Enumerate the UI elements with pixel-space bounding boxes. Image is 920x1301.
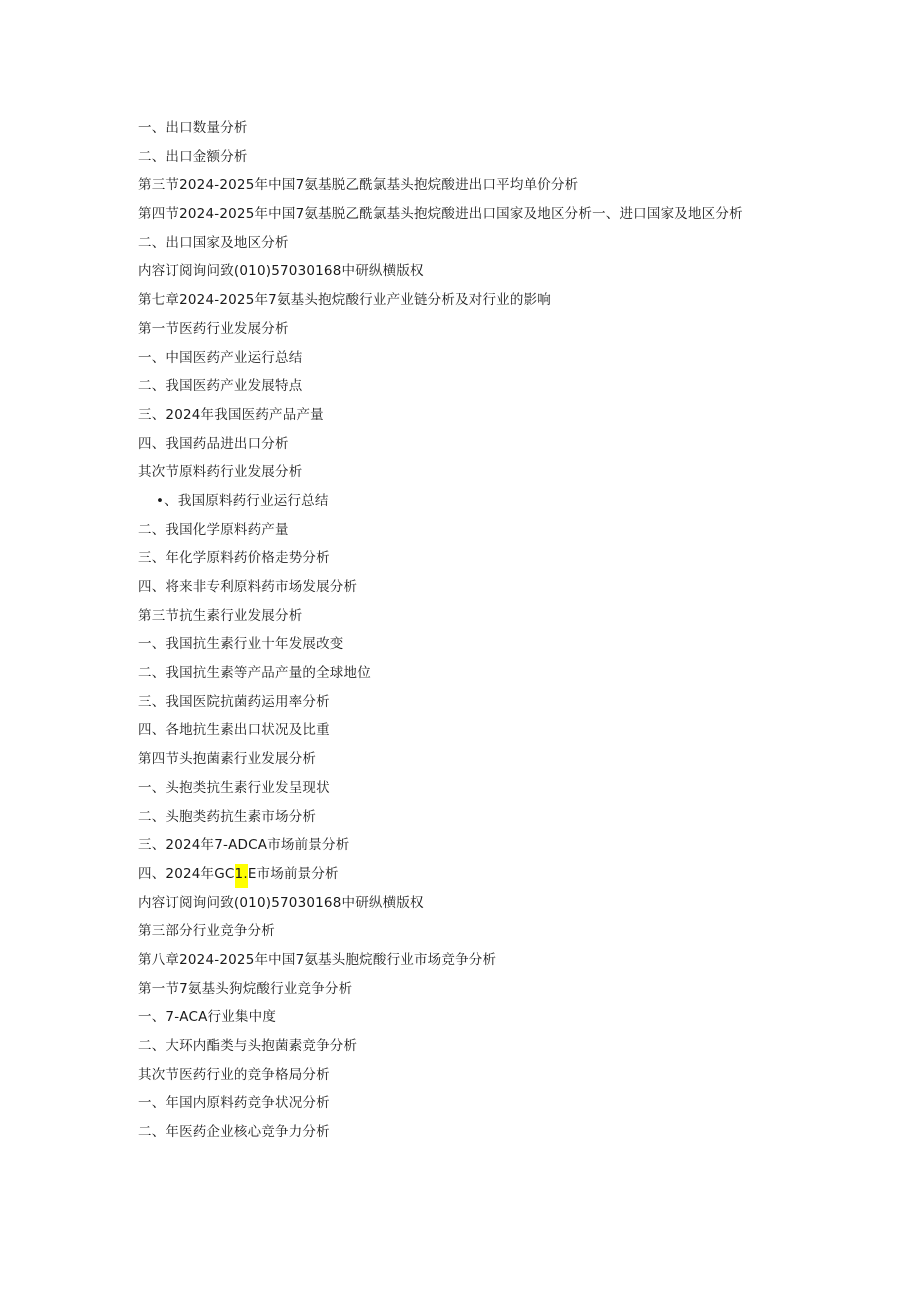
toc-line: 二、出口国家及地区分析 [138, 234, 289, 251]
toc-chapter-heading: 第八章2024-2025年中国7氨基头胞烷酸行业市场竞争分析 [138, 951, 497, 968]
toc-line: 二、我国抗生素等产品产量的全球地位 [138, 665, 371, 682]
toc-line-part: E市场前景分析 [247, 865, 339, 882]
toc-line-part: 四、2024年GC [138, 865, 235, 882]
highlighted-text: 1. [235, 864, 248, 888]
table-of-contents [138, 114, 788, 1147]
toc-line: 三、年化学原料药价格走势分析 [138, 550, 330, 567]
toc-line: 二、出口金额分析 [138, 148, 248, 165]
toc-section-heading: 第一节医药行业发展分析 [138, 320, 289, 337]
toc-line-wrapped: 第四节2024-2025年中国7氨基脱乙酰氯基头抱烷酸进出口国家及地区分析一、进口国家及地区分析 [138, 206, 743, 223]
toc-line: 四、各地抗生素出口状况及比重 [138, 722, 330, 739]
toc-line: 一、年国内原料药竞争状况分析 [138, 1095, 330, 1112]
toc-line: 二、我国化学原料药产量 [138, 521, 289, 538]
toc-line: 一、出口数量分析 [138, 120, 248, 136]
toc-section-heading: 第四节头抱菌素行业发展分析 [138, 751, 317, 768]
toc-line: 一、我国抗生素行业十年发展改变 [138, 636, 344, 653]
toc-line-contact: 内容订阅询问致(010)57030168中研纵横版权 [138, 263, 424, 280]
toc-line: 四、将来非专利原料药市场发展分析 [138, 579, 358, 596]
toc-section-heading: 其次节原料药行业发展分析 [138, 464, 303, 481]
toc-line: 二、大环内酯类与头抱菌素竞争分析 [138, 1038, 358, 1055]
toc-line-contact: 内容订阅询问致(010)57030168中研纵横版权 [138, 894, 424, 911]
toc-chapter-heading: 第七章2024-2025年7氨基头抱烷酸行业产业链分析及对行业的影响 [138, 292, 551, 309]
toc-section-heading: 第三节抗生素行业发展分析 [138, 607, 303, 624]
toc-section-heading: 第一节7氨基头狗烷酸行业竞争分析 [138, 980, 353, 997]
toc-line: 二、我国医药产业发展特点 [138, 378, 303, 395]
toc-line: 三、我国医院抗菌药运用率分析 [138, 693, 330, 710]
toc-line: 四、我国药品进出口分析 [138, 435, 289, 452]
toc-line: 一、头抱类抗生素行业发呈现状 [138, 779, 330, 796]
toc-section-heading: 其次节医药行业的竞争格局分析 [138, 1066, 330, 1083]
toc-line: 二、年医药企业核心竞争力分析 [138, 1124, 330, 1141]
toc-line: 三、2024年7-ADCA市场前景分析 [138, 837, 350, 854]
toc-line-bullet: •、我国原料药行业运行总结 [156, 492, 329, 509]
toc-line: 第三节2024-2025年中国7氨基脱乙酰氯基头抱烷酸进出口平均单价分析 [138, 177, 579, 194]
toc-line: 二、头胞类药抗生素市场分析 [138, 808, 317, 825]
toc-line-highlighted [138, 860, 788, 889]
toc-line: 一、7-ACA行业集中度 [138, 1009, 277, 1026]
toc-part-heading: 第三部分行业竞争分析 [138, 923, 275, 940]
toc-line: 三、2024年我国医药产品产量 [138, 406, 324, 423]
toc-line: 一、中国医药产业运行总结 [138, 349, 303, 366]
